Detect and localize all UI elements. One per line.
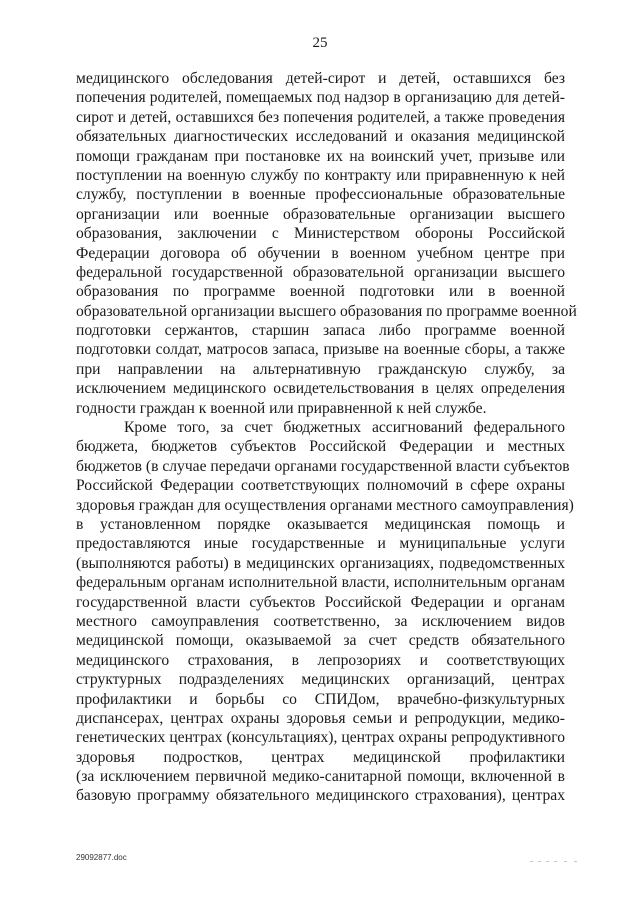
text-line: образования, заключении с Министерством обороны Российской (76, 225, 565, 243)
text-line: Федерации договора об обучении в военном учебном центре при (76, 244, 565, 262)
text-line: федеральной государственной образовательной организации высшего (76, 263, 565, 281)
page-number: 25 (312, 35, 328, 51)
text-line: генетических центрах (консультациях), центрах охраны репродуктивного (76, 729, 565, 747)
text-line: исключением медицинского освидетельствования в целях определения (76, 380, 565, 398)
text-line: медицинского страхования, в лепрозориях и соответствующих (76, 651, 565, 669)
text-line: помощи гражданам при постановке их на воинский учет, призыве или (76, 147, 565, 165)
text-line: медицинской помощи, оказываемой за счет средств обязательного (76, 632, 565, 650)
paragraph-2 (76, 418, 574, 806)
text-line: диспансерах, центрах охраны здоровья семьи и репродукции, медико- (76, 709, 565, 727)
text-line: здоровья граждан для осуществления органами местного самоуправления) (76, 496, 574, 514)
text-line: бюджетов (в случае передачи органами государственной власти субъектов (76, 457, 570, 475)
document-body (76, 69, 577, 806)
text-line: обязательных диагностических исследований и оказания медицинской (76, 128, 565, 146)
text-line: (выполняются работы) в медицинских организациях, подведомственных (76, 554, 565, 572)
text-line: при направлении на альтернативную гражданскую службу, за (76, 360, 565, 378)
paragraph-1 (76, 69, 577, 418)
text-line: Российской Федерации соответствующих полномочий в сфере охраны (76, 477, 565, 495)
text-line: предоставляются иные государственные и муниципальные услуги (76, 535, 565, 553)
text-line: федеральным органам исполнительной власти, исполнительным органам (76, 574, 565, 592)
text-line: годности граждан к военной или приравненной к ней службе. (76, 399, 487, 417)
text-line: профилактики и борьбы со СПИДом, врачебно-физкультурных (76, 690, 565, 708)
text-line: подготовки солдат, матросов запаса, призыве на военные сборы, а также (76, 341, 565, 359)
text-line: структурных подразделениях медицинских организаций, центрах (76, 671, 565, 689)
text-line: медицинского обследования детей-сирот и детей, оставшихся без (76, 70, 565, 87)
text-line: организации или военные образовательные организации высшего (76, 205, 565, 223)
text-line: попечения родителей, помещаемых под надзор в организацию для детей- (76, 89, 565, 107)
text-line: сирот и детей, оставшихся без попечения родителей, а также проведения (76, 108, 565, 126)
text-line: службу, поступлении в военные профессиональные образовательные (76, 186, 565, 204)
text-line: здоровья подростков, центрах медицинской профилактики (76, 748, 565, 766)
text-line: местного самоуправления соответственно, за исключением видов (76, 612, 565, 630)
document-filename: 29092877.doc (76, 853, 127, 862)
scan-artifact (530, 858, 582, 866)
text-line: образовательной организации высшего образования по программе военной (76, 302, 577, 320)
text-line: бюджета, бюджетов субъектов Российской Федерации и местных (76, 438, 565, 456)
text-line: базовую программу обязательного медицинского страхования), центрах (76, 787, 565, 805)
text-line: подготовки сержантов, старшин запаса либо программе военной (76, 322, 565, 340)
text-line: Кроме того, за счет бюджетных ассигнований федерального (124, 419, 565, 437)
text-line: государственной власти субъектов Российской Федерации и органам (76, 593, 565, 611)
text-line: поступлении на военную службу по контракту или приравненную к ней (76, 166, 565, 184)
text-line: (за исключением первичной медико-санитарной помощи, включенной в (76, 768, 565, 786)
text-line: в установленном порядке оказывается медицинская помощь и (76, 515, 565, 533)
text-line: образования по программе военной подготовки или в военной (76, 283, 565, 301)
